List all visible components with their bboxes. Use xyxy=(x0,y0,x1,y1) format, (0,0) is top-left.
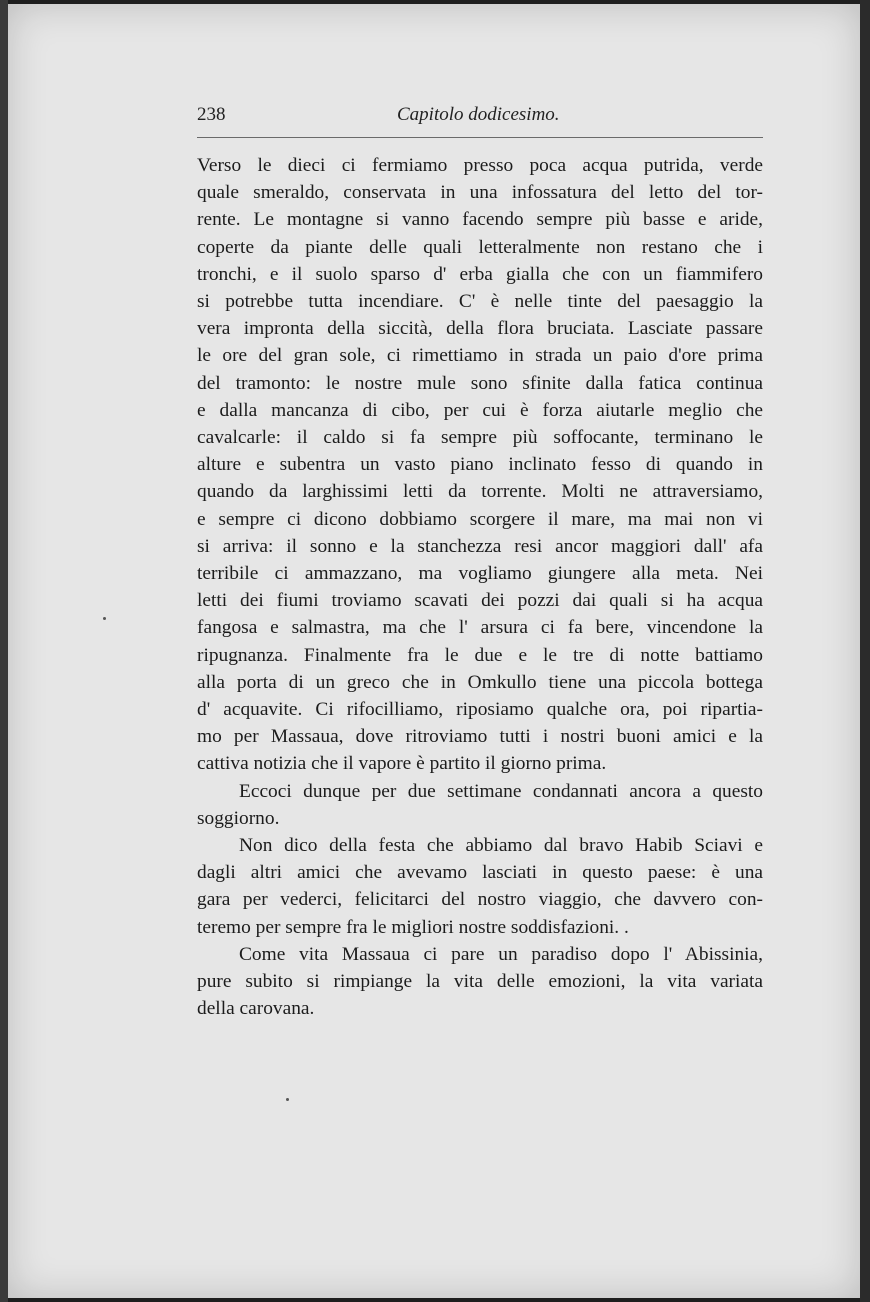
text-line: si potrebbe tutta incendiare. C' è nelle tinte del paesaggio la xyxy=(197,291,763,313)
text-line: ripugnanza. Finalmente fra le due e le tre di notte battiamo xyxy=(197,644,763,666)
paragraph xyxy=(197,152,763,778)
text-line: della carovana. xyxy=(197,998,315,1020)
page-number: 238 xyxy=(197,104,226,125)
print-speck xyxy=(286,1098,289,1101)
text-line: e dalla mancanza di cibo, per cui è forza aiutarle meglio che xyxy=(197,399,763,421)
running-header xyxy=(197,100,763,132)
text-line: teremo per sempre fra le migliori nostre soddisfazioni. . xyxy=(197,916,629,938)
text-line: fangosa e salmastra, ma che l' arsura ci fa bere, vincendone la xyxy=(197,617,763,639)
book-page-edge xyxy=(860,0,870,1302)
body-text xyxy=(197,152,763,1023)
text-line: alture e subentra un vasto piano inclinato fesso di quando in xyxy=(197,454,763,476)
text-line: quando da larghissimi letti da torrente. Molti ne attraversiamo, xyxy=(197,481,763,503)
paragraph xyxy=(197,832,763,941)
text-line: gara per vederci, felicitarci del nostro viaggio, che davvero con- xyxy=(197,889,763,911)
text-line: si arriva: il sonno e la stanchezza resi ancor maggiori dall' afa xyxy=(197,535,763,557)
paragraph xyxy=(197,778,763,832)
text-line: alla porta di un greco che in Omkullo tiene una piccola bottega xyxy=(197,671,763,693)
text-line: coperte da piante delle quali letteralmente non restano che i xyxy=(197,236,763,258)
print-speck xyxy=(103,617,106,620)
text-line: tronchi, e il suolo sparso d' erba gialla che con un fiammifero xyxy=(197,263,763,285)
header-rule xyxy=(197,137,763,138)
text-line: cattiva notizia che il vapore è partito il giorno prima. xyxy=(197,753,607,775)
book-binding-edge xyxy=(0,0,8,1302)
text-line: del tramonto: le nostre mule sono sfinite dalla fatica continua xyxy=(197,372,763,394)
text-line: d' acquavite. Ci rifocilliamo, riposiamo qualche ora, poi ripartia- xyxy=(197,699,763,721)
text-line: vera impronta della siccità, della flora bruciata. Lasciate passare xyxy=(197,318,763,340)
text-line: Come vita Massaua ci pare un paradiso dopo l' Abissinia, xyxy=(239,943,763,965)
text-line: letti dei fiumi troviamo scavati dei pozzi dai quali si ha acqua xyxy=(197,590,763,612)
text-line: quale smeraldo, conservata in una infossatura del letto del tor- xyxy=(197,182,763,204)
text-line: Verso le dieci ci fermiamo presso poca acqua putrida, verde xyxy=(197,155,763,176)
text-line: soggiorno. xyxy=(197,807,280,829)
text-line: rente. Le montagne si vanno facendo sempre più basse e aride, xyxy=(197,209,763,231)
text-line: e sempre ci dicono dobbiamo scorgere il mare, ma mai non vi xyxy=(197,508,763,530)
text-line: dagli altri amici che avevamo lasciati in questo paese: è una xyxy=(197,862,763,884)
text-line: mo per Massaua, dove ritroviamo tutti i nostri buoni amici e la xyxy=(197,726,763,748)
text-line: le ore del gran sole, ci rimettiamo in strada un paio d'ore prima xyxy=(197,345,763,367)
text-line: Eccoci dunque per due settimane condannati ancora a questo xyxy=(239,780,763,802)
running-title: Capitolo dodicesimo. xyxy=(397,104,560,125)
text-line: cavalcarle: il caldo si fa sempre più soffocante, terminano le xyxy=(197,427,763,449)
text-line: pure subito si rimpiange la vita delle emozioni, la vita variata xyxy=(197,971,763,993)
text-line: Non dico della festa che abbiamo dal bravo Habib Sciavi e xyxy=(239,835,763,857)
paragraph xyxy=(197,941,763,1023)
text-line: terribile ci ammazzano, ma vogliamo giungere alla meta. Nei xyxy=(197,563,763,585)
